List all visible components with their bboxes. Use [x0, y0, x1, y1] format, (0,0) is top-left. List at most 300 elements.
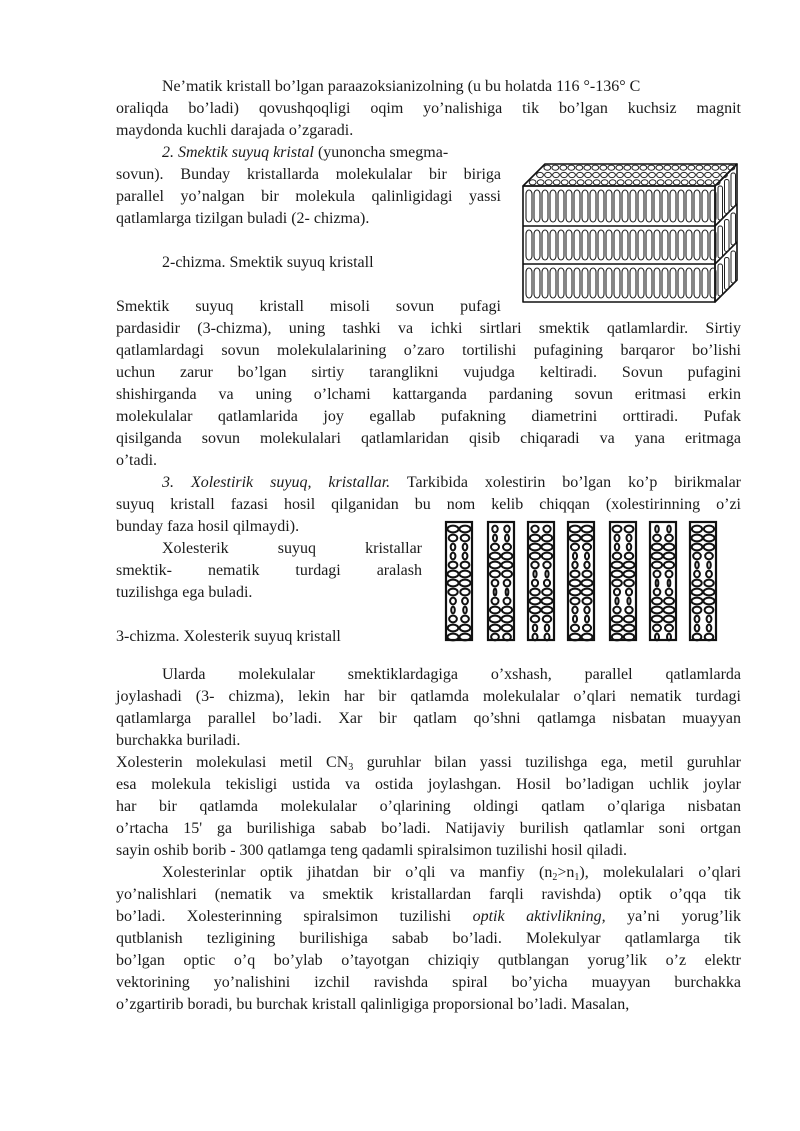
s2-p2-line-8: o’tadi.	[116, 452, 158, 469]
molecule-mark	[704, 598, 715, 605]
molecule-mark	[613, 526, 622, 533]
molecule-mark	[492, 526, 497, 533]
molecule-mark	[530, 589, 540, 596]
molecule-cell	[598, 268, 604, 298]
molecule-mark	[704, 589, 715, 596]
molecule-cell	[654, 190, 660, 222]
p6-line-2: yo’nalishlari (nematik va smektik kristallardan farqli ravishda) optik o’qqa tik	[116, 886, 741, 903]
section-2-heading-line	[162, 142, 501, 164]
p6-text-c: ), molekulalari o’qlari	[579, 864, 741, 881]
molecule-cell	[630, 230, 636, 260]
molecule-mark	[652, 562, 662, 569]
molecule-cell	[574, 190, 580, 222]
molecule-cell	[606, 230, 612, 260]
section-3-heading-line	[162, 472, 741, 494]
molecule-mark	[448, 625, 459, 632]
molecule-mark	[584, 562, 589, 569]
molecule-mark	[502, 562, 513, 569]
molecule-cell	[550, 230, 556, 260]
molecule-mark	[461, 562, 470, 569]
molecule-mark	[543, 562, 550, 569]
molecule-mark	[624, 625, 635, 632]
molecule-cell	[598, 190, 604, 222]
molecule-mark	[449, 562, 458, 569]
molecule-mark	[490, 607, 500, 614]
molecule-cell	[638, 230, 644, 260]
molecule-cell	[662, 268, 668, 298]
molecule-mark	[615, 598, 618, 605]
molecule-cell-top	[664, 165, 671, 170]
molecule-mark	[545, 571, 548, 578]
molecule-cell	[622, 190, 628, 222]
molecule-mark	[502, 616, 513, 623]
molecule-mark	[503, 544, 511, 551]
molecule-mark	[668, 580, 671, 587]
s2-line-2: sovun). Bunday kristallarda molekulalar bir biriga	[116, 166, 501, 183]
molecule-mark	[664, 562, 674, 569]
molecule-mark	[460, 571, 471, 578]
p6-line-6: vektorining yo’nalishini izchil ravishda spiral bo’yicha muayyan burchakka	[116, 974, 741, 991]
molecule-cell-top	[632, 165, 639, 170]
molecule-mark	[451, 553, 456, 560]
molecule-cell-top	[576, 165, 583, 170]
p4-line-2: joylashadi (3- chizma), lekin har bir qatlamda molekulalar o’qlari nematik turdagi	[116, 688, 741, 705]
molecule-mark	[665, 625, 673, 632]
molecule-mark	[664, 544, 675, 551]
p6-text-a: Xolesterinlar optik jihatdan bir o’qli va manfiy (n	[162, 864, 553, 881]
cholesteric-column	[446, 522, 472, 640]
molecule-mark	[542, 553, 552, 560]
molecule-mark	[570, 580, 581, 587]
molecule-cell-top	[680, 165, 687, 170]
s3-line-4: Xolesterik suyuq kristallar	[162, 540, 422, 557]
molecule-cell	[686, 190, 692, 222]
molecule-mark	[449, 535, 458, 542]
molecule-cell-side	[718, 264, 723, 296]
molecule-mark	[613, 607, 620, 614]
molecule-cell-top	[617, 180, 624, 185]
cholesteric-crystal-figure	[440, 520, 740, 644]
molecule-cell-top	[561, 180, 568, 185]
molecule-mark	[652, 616, 663, 623]
molecule-mark	[624, 571, 635, 578]
molecule-cell	[590, 230, 596, 260]
molecule-mark	[585, 616, 589, 623]
molecule-cell	[678, 190, 684, 222]
molecule-cell-top	[552, 165, 559, 170]
p6-line-7: o’zgartirib boradi, bu burchak kristall qalinligiga proporsional bo’ladi. Masalan,	[116, 996, 630, 1013]
s2-line-4: qatlamlarga tizilgan buladi (2- chizma).	[116, 210, 370, 227]
molecule-mark	[667, 526, 671, 533]
molecule-cell-top	[624, 165, 631, 170]
molecule-mark	[460, 625, 471, 632]
cholesteric-column	[568, 522, 594, 640]
molecule-mark	[625, 553, 633, 560]
molecule-mark	[625, 526, 634, 533]
molecule-cell	[582, 230, 588, 260]
molecule-cell-top	[633, 172, 640, 177]
p1-line-2: oraliqda bo’ladi) qovushqoqligi oqim yo’nalishiga tik bo’lgan kuchsiz magnit	[116, 100, 741, 117]
molecule-mark	[582, 571, 591, 578]
molecule-cell	[646, 230, 652, 260]
molecule-mark	[463, 544, 468, 551]
molecule-cell-top	[529, 180, 536, 185]
molecule-mark	[460, 580, 471, 587]
cholesteric-column	[610, 522, 636, 640]
molecule-cell-top	[545, 180, 552, 185]
molecule-mark	[572, 562, 577, 569]
molecule-cell	[542, 268, 548, 298]
molecule-cell	[614, 230, 620, 260]
molecule-cell-top	[705, 172, 712, 177]
molecule-cell-side	[725, 220, 730, 252]
molecule-mark	[654, 589, 661, 596]
molecule-cell-top	[553, 172, 560, 177]
molecule-cell-top	[704, 165, 711, 170]
molecule-mark	[612, 571, 623, 578]
molecule-cell-top	[665, 180, 672, 185]
molecule-mark	[693, 607, 702, 614]
p6-line-1	[162, 862, 741, 884]
molecule-mark	[664, 598, 674, 605]
molecule-mark	[571, 544, 579, 551]
molecule-mark	[530, 535, 540, 542]
smectic-crystal-figure	[515, 160, 743, 306]
molecule-cell-top	[665, 172, 672, 177]
molecule-cell	[566, 230, 572, 260]
molecule-cell-top	[585, 172, 592, 177]
s2-p2-line-5: shishirganda va uning o’lchami kattarganda pardaning sovun eritmasi erkin	[116, 386, 741, 403]
molecule-cell-top	[697, 180, 704, 185]
p5-line-3: har bir qatlamda molekulalar o’qlarining oldingi qatlam o’qlariga nisbatan	[116, 798, 741, 815]
s2-p2-line-2: pardasidir (3-chizma), uning tashki va ichki sirtlari smektik qatlamlardir. Sirtiy	[116, 320, 741, 337]
molecule-mark	[627, 544, 631, 551]
molecule-mark	[461, 535, 470, 542]
molecule-cell-top	[585, 180, 592, 185]
molecule-mark	[582, 580, 593, 587]
figure-3-caption: 3-chizma. Xolesterik suyuq kristall	[116, 628, 341, 645]
section-3-heading: 3. Xolestirik suyuq, kristallar.	[162, 474, 391, 491]
molecule-mark	[490, 553, 501, 560]
molecule-cell	[694, 230, 700, 260]
molecule-cell	[526, 268, 532, 298]
molecule-cell-top	[625, 180, 632, 185]
s2-p2-line-3: qatlamlardagi sovun molekulalarining o’zaro tortilishi pufagining barqaror bo’lishi	[116, 342, 741, 359]
molecule-cell	[526, 230, 532, 260]
p6-optical-activity: optik aktivlikning,	[472, 908, 606, 925]
molecule-mark	[704, 535, 715, 542]
molecule-cell-top	[681, 180, 688, 185]
molecule-cell	[638, 268, 644, 298]
molecule-mark	[707, 562, 711, 569]
s2-p2-line-4: uchun zarur bo’lgan sirtiy taranglikni vujudga keltiradi. Sovun pufagini	[116, 364, 741, 381]
s2-p2-line-1: Smektik suyuq kristall misoli sovun pufagi	[116, 298, 501, 315]
molecule-mark	[693, 553, 701, 560]
molecule-cell	[646, 190, 652, 222]
molecule-mark	[448, 580, 459, 587]
molecule-mark	[666, 589, 673, 596]
molecule-mark	[664, 553, 675, 560]
molecule-mark	[583, 544, 591, 551]
molecule-cell-top	[649, 180, 656, 185]
molecule-mark	[504, 580, 511, 587]
p6-subscript-2: 1	[574, 872, 580, 883]
molecule-cell-top	[545, 172, 552, 177]
molecule-mark	[664, 607, 675, 614]
s2-p2-line-6: molekulalar qatlamlarida joy egallab pufakning diametrini orttiradi. Pufak	[116, 408, 741, 425]
molecule-cell	[654, 268, 660, 298]
molecule-mark	[652, 598, 662, 605]
s2-p2-line-7: qisilganda sovun molekulalari qatlamlaridan qisib chiqaradi va yana eritmaga	[116, 430, 741, 447]
p5-line-2: esa molekula tekisligi ustida va ostida joylashgan. Hosil bo’ladigan uchlik joylar	[116, 776, 741, 793]
molecule-mark	[624, 616, 634, 623]
molecule-mark	[451, 607, 455, 614]
molecule-mark	[448, 571, 459, 578]
molecule-cell	[702, 230, 708, 260]
molecule-mark	[542, 598, 553, 605]
molecule-mark	[692, 589, 703, 596]
molecule-mark	[704, 580, 713, 587]
molecule-cell-top	[681, 172, 688, 177]
molecule-cell	[702, 190, 708, 222]
molecule-cell	[566, 268, 572, 298]
molecule-cell	[590, 190, 596, 222]
molecule-cell-top	[553, 180, 560, 185]
molecule-mark	[706, 571, 712, 578]
molecule-mark	[545, 625, 549, 632]
molecule-mark	[530, 607, 541, 614]
molecule-mark	[624, 580, 634, 587]
molecule-cell-top	[592, 165, 599, 170]
molecule-cell	[686, 268, 692, 298]
molecule-mark	[502, 607, 512, 614]
molecule-cell	[678, 230, 684, 260]
molecule-mark	[573, 553, 577, 560]
molecule-cell-side	[731, 251, 736, 283]
molecule-cell-top	[577, 172, 584, 177]
molecule-cell-top	[712, 165, 719, 170]
molecule-cell-top	[673, 172, 680, 177]
molecule-mark	[692, 580, 701, 587]
molecule-mark	[627, 598, 630, 605]
molecule-mark	[502, 553, 513, 560]
molecule-cell-top	[601, 180, 608, 185]
molecule-mark	[612, 580, 622, 587]
molecule-cell-top	[633, 180, 640, 185]
p1-line-1: Ne’matik kristall bo’lgan paraazoksianizolning (u bu holatda 116 °-136° C	[162, 78, 641, 95]
molecule-cell-top	[537, 172, 544, 177]
molecule-cell	[622, 230, 628, 260]
p4-line-1: Ularda molekulalar smektiklardagiga o’xshash, parallel qatlamlarda	[162, 666, 741, 683]
molecule-mark	[704, 544, 715, 551]
molecule-mark	[570, 535, 581, 542]
molecule-cell	[654, 230, 660, 260]
molecule-cell	[526, 190, 532, 222]
molecule-cell	[670, 190, 676, 222]
molecule-mark	[493, 535, 497, 542]
molecule-cell	[678, 268, 684, 298]
molecule-mark	[656, 580, 659, 587]
molecule-mark	[449, 616, 457, 623]
p5-text-a: Xolesterin molekulasi metil CN	[116, 754, 349, 771]
molecule-cell	[662, 230, 668, 260]
molecule-cell	[614, 190, 620, 222]
molecule-cell-top	[649, 172, 656, 177]
molecule-cell-top	[537, 180, 544, 185]
molecule-mark	[654, 571, 661, 578]
molecule-cell-top	[609, 180, 616, 185]
section-2-heading-rest: (yunoncha smegma-	[313, 144, 449, 161]
molecule-mark	[491, 544, 499, 551]
molecule-cell	[686, 230, 692, 260]
molecule-mark	[570, 598, 579, 605]
molecule-mark	[584, 607, 589, 614]
molecule-cell-side	[718, 186, 723, 220]
molecule-cell	[574, 268, 580, 298]
molecule-cell	[550, 190, 556, 222]
molecule-cell-top	[609, 172, 616, 177]
molecule-mark	[652, 553, 663, 560]
molecule-mark	[542, 535, 552, 542]
p5-line-1	[116, 752, 741, 774]
molecule-cell-top	[689, 180, 696, 185]
molecule-mark	[492, 598, 499, 605]
molecule-mark	[627, 535, 632, 542]
molecule-mark	[542, 544, 553, 551]
molecule-cell-top	[657, 172, 664, 177]
molecule-cell-top	[625, 172, 632, 177]
molecule-mark	[543, 526, 550, 533]
molecule-mark	[615, 535, 620, 542]
molecule-cell-top	[641, 180, 648, 185]
molecule-cell	[630, 268, 636, 298]
molecule-mark	[612, 562, 623, 569]
molecule-cell-top	[688, 165, 695, 170]
cholesteric-column	[690, 522, 716, 640]
molecule-mark	[461, 616, 469, 623]
molecule-cell-top	[568, 165, 575, 170]
molecule-cell	[702, 268, 708, 298]
p6-subscript-1: 2	[552, 872, 558, 883]
molecule-cell-top	[689, 172, 696, 177]
molecule-mark	[705, 553, 713, 560]
figure-2-caption: 2-chizma. Smektik suyuq kristall	[162, 254, 374, 271]
p6-line-5: bo’lgan optic o’q bo’ylab o’tayotgan chiziqiy qutblangan yorug’lik o’z elektr	[116, 952, 741, 969]
molecule-mark	[652, 544, 663, 551]
molecule-mark	[530, 598, 541, 605]
molecule-mark	[490, 616, 501, 623]
p5-line-4: o’rtacha 15' ga burilishiga sabab bo’ladi. Natijaviy burilish qatlamlar soni ortgan	[116, 820, 741, 837]
molecule-mark	[532, 580, 538, 587]
molecule-mark	[666, 571, 673, 578]
molecule-cell	[606, 268, 612, 298]
molecule-cell-top	[713, 172, 720, 177]
molecule-mark	[504, 598, 511, 605]
p4-line-3: qatlamlarga parallel bo’ladi. Xar bir qatlam qo’shni qatlamga nisbatan muayyan	[116, 710, 741, 727]
molecule-mark	[531, 526, 538, 533]
molecule-mark	[582, 598, 591, 605]
p6-text-l3a: bo’ladi. Xolesterinning spiralsimon tuzilishi	[116, 908, 473, 925]
molecule-cell-top	[657, 180, 664, 185]
molecule-mark	[665, 535, 673, 542]
molecule-cell	[662, 190, 668, 222]
molecule-cell	[590, 268, 596, 298]
molecule-cell-top	[696, 165, 703, 170]
molecule-mark	[530, 553, 540, 560]
molecule-mark	[462, 598, 468, 605]
molecule-cell	[670, 268, 676, 298]
p4-line-4: burchakka buriladi.	[116, 732, 241, 749]
p6-text-l3b: ya’ni yorug’lik	[605, 908, 742, 925]
molecule-mark	[542, 607, 553, 614]
molecule-cell	[566, 190, 572, 222]
molecule-mark	[502, 625, 513, 632]
molecule-cell	[542, 230, 548, 260]
molecule-cell-top	[673, 180, 680, 185]
cholesteric-column	[528, 522, 554, 640]
molecule-cell-top	[593, 180, 600, 185]
molecule-cell-top	[569, 180, 576, 185]
molecule-cell	[582, 190, 588, 222]
p1-line-3: maydonda kuchli darajada o’zgaradi.	[116, 122, 354, 139]
molecule-mark	[448, 589, 457, 596]
cholesteric-column	[650, 522, 676, 640]
molecule-mark	[573, 616, 577, 623]
molecule-cell	[694, 190, 700, 222]
molecule-cell-top	[544, 165, 551, 170]
molecule-mark	[664, 616, 675, 623]
molecule-mark	[570, 526, 581, 533]
p5-subscript: 3	[348, 762, 354, 773]
molecule-mark	[582, 526, 593, 533]
molecule-cell-top	[656, 165, 663, 170]
molecule-mark	[543, 616, 551, 623]
molecule-cell	[670, 230, 676, 260]
molecule-mark	[463, 607, 467, 614]
molecule-cell-top	[648, 165, 655, 170]
molecule-cell	[558, 230, 564, 260]
molecule-mark	[531, 562, 538, 569]
molecule-mark	[695, 562, 699, 569]
section-2-heading: 2. Smektik suyuq kristal	[162, 144, 314, 161]
s3-line-6: tuzilishga ega buladi.	[116, 584, 253, 601]
molecule-cell	[582, 268, 588, 298]
molecule-cell	[598, 230, 604, 260]
molecule-cell	[646, 268, 652, 298]
molecule-mark	[450, 598, 456, 605]
molecule-mark	[625, 607, 632, 614]
molecule-cell-top	[561, 172, 568, 177]
p5-text-b: guruhlar bilan yassi tuzilishga ega, metil guruhlar	[353, 754, 742, 771]
molecule-mark	[695, 616, 700, 623]
molecule-cell-top	[672, 165, 679, 170]
molecule-mark	[582, 535, 593, 542]
p6-line-3	[116, 906, 741, 928]
molecule-mark	[612, 616, 622, 623]
molecule-mark	[460, 526, 471, 533]
molecule-mark	[544, 580, 550, 587]
molecule-cell	[534, 190, 540, 222]
molecule-mark	[572, 607, 577, 614]
molecule-cell-top	[584, 165, 591, 170]
molecule-cell	[614, 268, 620, 298]
molecule-mark	[653, 625, 661, 632]
molecule-mark	[492, 580, 499, 587]
molecule-mark	[494, 589, 497, 596]
molecule-mark	[695, 625, 700, 632]
molecule-mark	[490, 571, 500, 578]
molecule-cell	[630, 190, 636, 222]
